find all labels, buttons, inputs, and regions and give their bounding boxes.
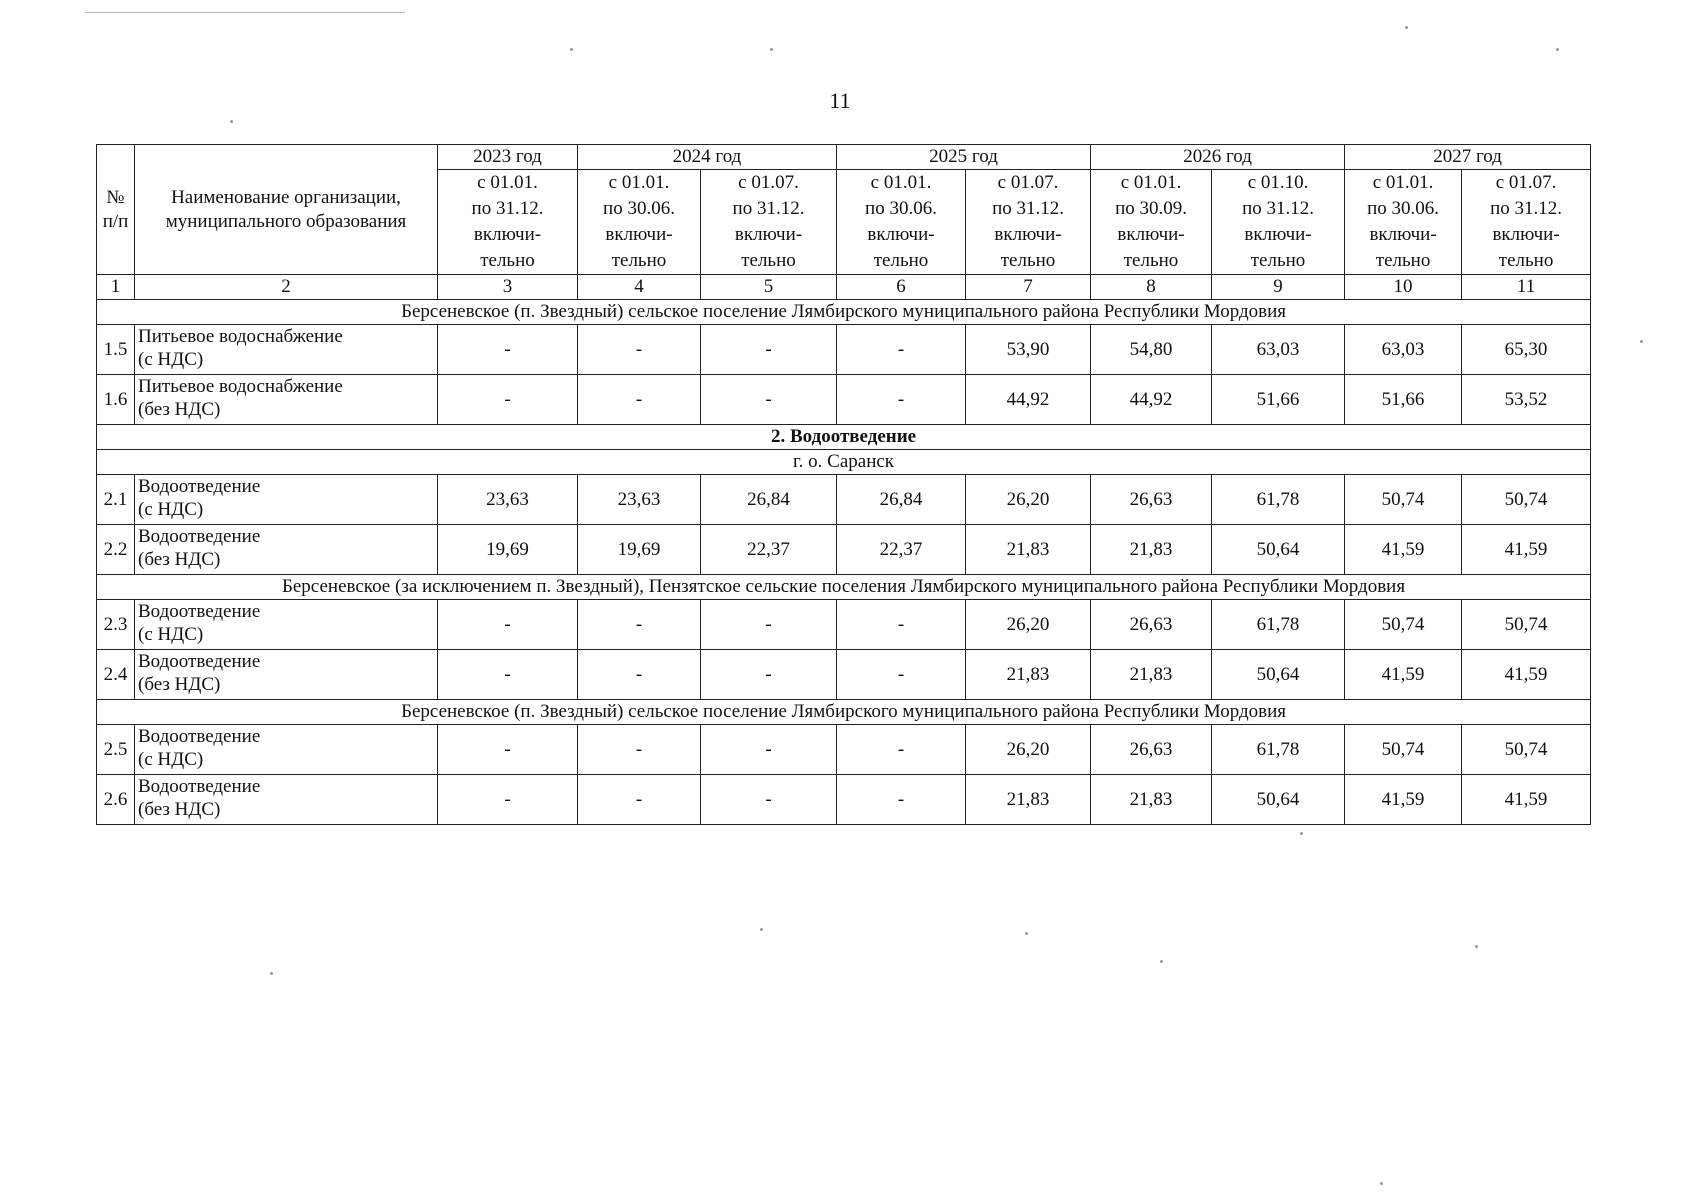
tariff-value: 23,63 xyxy=(438,475,578,525)
tariff-value: - xyxy=(701,325,837,375)
section-row xyxy=(97,300,1591,325)
column-number: 10 xyxy=(1345,275,1462,300)
tariff-value: - xyxy=(578,775,701,825)
column-number: 5 xyxy=(701,275,837,300)
tariff-value: - xyxy=(837,650,966,700)
table-header xyxy=(97,145,1591,300)
tariff-value: 41,59 xyxy=(1462,525,1591,575)
service-name: Водоотведение (с НДС) xyxy=(135,600,438,650)
tariff-value: - xyxy=(438,325,578,375)
tariff-value: - xyxy=(438,775,578,825)
tariff-value: 53,90 xyxy=(966,325,1091,375)
tariff-value: 21,83 xyxy=(966,775,1091,825)
tariff-value: 22,37 xyxy=(701,525,837,575)
year-header: 2025 год xyxy=(837,145,1091,170)
tariff-value: 21,83 xyxy=(966,525,1091,575)
tariff-value: 50,74 xyxy=(1462,600,1591,650)
table-row xyxy=(97,775,1591,825)
scan-speck xyxy=(760,928,763,931)
service-name: Водоотведение (без НДС) xyxy=(135,650,438,700)
period-header: с 01.01. по 31.12. включи- тельно xyxy=(438,170,578,275)
tariff-value: 50,64 xyxy=(1212,650,1345,700)
table-row xyxy=(97,725,1591,775)
tariff-value: 21,83 xyxy=(1091,525,1212,575)
column-number: 7 xyxy=(966,275,1091,300)
column-number-row xyxy=(97,275,1591,300)
section-title: г. о. Саранск xyxy=(97,450,1591,475)
page-number: 11 xyxy=(829,88,851,113)
tariff-value: 44,92 xyxy=(966,375,1091,425)
tariff-value: 41,59 xyxy=(1345,775,1462,825)
tariff-value: 26,20 xyxy=(966,725,1091,775)
top-rule xyxy=(85,12,405,13)
section-title: Берсеневское (п. Звездный) сельское поселение Лямбирского муниципального района Республики Мордовия xyxy=(97,700,1591,725)
tariff-value: - xyxy=(837,725,966,775)
year-header: 2023 год xyxy=(438,145,578,170)
tariff-value: - xyxy=(837,375,966,425)
scan-speck xyxy=(1640,340,1643,343)
tariff-value: - xyxy=(837,325,966,375)
service-name: Водоотведение (без НДС) xyxy=(135,775,438,825)
period-header: с 01.07. по 31.12. включи- тельно xyxy=(701,170,837,275)
tariff-value: 61,78 xyxy=(1212,725,1345,775)
table-row xyxy=(97,525,1591,575)
tariff-value: 26,84 xyxy=(701,475,837,525)
tariff-value: 63,03 xyxy=(1212,325,1345,375)
column-number: 4 xyxy=(578,275,701,300)
scan-speck xyxy=(1405,26,1408,29)
tariff-value: - xyxy=(578,600,701,650)
section-row xyxy=(97,575,1591,600)
tariff-value: 22,37 xyxy=(837,525,966,575)
tariff-value: 23,63 xyxy=(578,475,701,525)
tariff-value: 50,74 xyxy=(1462,475,1591,525)
service-name: Питьевое водоснабжение (с НДС) xyxy=(135,325,438,375)
service-name: Водоотведение (без НДС) xyxy=(135,525,438,575)
year-header: 2027 год xyxy=(1345,145,1591,170)
row-number: 1.6 xyxy=(97,375,135,425)
scan-speck xyxy=(570,48,573,51)
tariff-value: - xyxy=(438,650,578,700)
tariff-value: - xyxy=(701,600,837,650)
tariff-value: 19,69 xyxy=(578,525,701,575)
row-number: 2.4 xyxy=(97,650,135,700)
column-number: 11 xyxy=(1462,275,1591,300)
scan-speck xyxy=(1380,1182,1383,1185)
column-number: 8 xyxy=(1091,275,1212,300)
column-number: 9 xyxy=(1212,275,1345,300)
tariff-value: 50,64 xyxy=(1212,525,1345,575)
tariff-value: - xyxy=(701,725,837,775)
tariff-value: 44,92 xyxy=(1091,375,1212,425)
period-header: с 01.01. по 30.06. включи- тельно xyxy=(578,170,701,275)
period-header: с 01.01. по 30.06. включи- тельно xyxy=(837,170,966,275)
period-header: с 01.07. по 31.12. включи- тельно xyxy=(966,170,1091,275)
scan-speck xyxy=(1300,832,1303,835)
tariff-value: 41,59 xyxy=(1462,650,1591,700)
scan-speck xyxy=(270,972,273,975)
tariff-value: - xyxy=(578,725,701,775)
tariff-value: - xyxy=(578,375,701,425)
row-number: 2.3 xyxy=(97,600,135,650)
row-number: 2.2 xyxy=(97,525,135,575)
year-header: 2024 год xyxy=(578,145,837,170)
section-title: 2. Водоотведение xyxy=(97,425,1591,450)
column-number: 3 xyxy=(438,275,578,300)
section-row xyxy=(97,700,1591,725)
period-header: с 01.07. по 31.12. включи- тельно xyxy=(1462,170,1591,275)
section-row xyxy=(97,425,1591,450)
tariff-value: - xyxy=(701,775,837,825)
tariff-value: 50,74 xyxy=(1345,725,1462,775)
tariff-value: 51,66 xyxy=(1345,375,1462,425)
tariff-value: 41,59 xyxy=(1462,775,1591,825)
row-number: 2.1 xyxy=(97,475,135,525)
tariff-value: 50,64 xyxy=(1212,775,1345,825)
tariff-value: 21,83 xyxy=(1091,775,1212,825)
tariff-value: 26,63 xyxy=(1091,725,1212,775)
row-number: 2.5 xyxy=(97,725,135,775)
tariff-value: - xyxy=(701,650,837,700)
period-header: с 01.01. по 30.06. включи- тельно xyxy=(1345,170,1462,275)
tariff-value: - xyxy=(837,775,966,825)
column-number: 6 xyxy=(837,275,966,300)
section-title: Берсеневское (за исключением п. Звездный), Пензятское сельские поселения Лямбирского муниципального района Республики Мордовия xyxy=(97,575,1591,600)
tariff-value: 26,20 xyxy=(966,475,1091,525)
service-name: Питьевое водоснабжение (без НДС) xyxy=(135,375,438,425)
tariff-value: 53,52 xyxy=(1462,375,1591,425)
scan-speck xyxy=(1475,945,1478,948)
scan-speck xyxy=(1160,960,1163,963)
tariff-value: 65,30 xyxy=(1462,325,1591,375)
tariff-value: - xyxy=(438,725,578,775)
row-number: 2.6 xyxy=(97,775,135,825)
tariff-value: 61,78 xyxy=(1212,600,1345,650)
tariff-value: - xyxy=(701,375,837,425)
scan-speck xyxy=(1025,932,1028,935)
table-row xyxy=(97,650,1591,700)
tariff-value: 41,59 xyxy=(1345,650,1462,700)
header-number: № п/п xyxy=(97,145,135,275)
tariff-value: 21,83 xyxy=(1091,650,1212,700)
tariff-value: 26,63 xyxy=(1091,600,1212,650)
tariff-value: - xyxy=(837,600,966,650)
tariff-value: 63,03 xyxy=(1345,325,1462,375)
tariff-value: 19,69 xyxy=(438,525,578,575)
table-row xyxy=(97,600,1591,650)
row-number: 1.5 xyxy=(97,325,135,375)
tariff-value: 26,63 xyxy=(1091,475,1212,525)
tariff-value: 50,74 xyxy=(1462,725,1591,775)
tariff-value: - xyxy=(438,600,578,650)
tariff-value: 21,83 xyxy=(966,650,1091,700)
tariff-value: - xyxy=(578,650,701,700)
table-row xyxy=(97,475,1591,525)
section-row xyxy=(97,450,1591,475)
tariff-table xyxy=(96,144,1591,825)
service-name: Водоотведение (с НДС) xyxy=(135,725,438,775)
tariff-value: 51,66 xyxy=(1212,375,1345,425)
tariff-value: - xyxy=(438,375,578,425)
tariff-value: 26,20 xyxy=(966,600,1091,650)
tariff-value: 54,80 xyxy=(1091,325,1212,375)
tariff-value: 50,74 xyxy=(1345,475,1462,525)
table-body xyxy=(97,300,1591,825)
tariff-value: 50,74 xyxy=(1345,600,1462,650)
period-header: с 01.01. по 30.09. включи- тельно xyxy=(1091,170,1212,275)
column-number: 2 xyxy=(135,275,438,300)
tariff-value: - xyxy=(578,325,701,375)
section-title: Берсеневское (п. Звездный) сельское поселение Лямбирского муниципального района Республики Мордовия xyxy=(97,300,1591,325)
table-row xyxy=(97,325,1591,375)
column-number: 1 xyxy=(97,275,135,300)
scan-speck xyxy=(1556,48,1559,51)
period-header: с 01.10. по 31.12. включи- тельно xyxy=(1212,170,1345,275)
scan-speck xyxy=(770,48,773,51)
scan-speck xyxy=(230,120,233,123)
service-name: Водоотведение (с НДС) xyxy=(135,475,438,525)
tariff-value: 41,59 xyxy=(1345,525,1462,575)
header-organization-name: Наименование организации, муниципального образования xyxy=(135,145,438,275)
year-header: 2026 год xyxy=(1091,145,1345,170)
table-row xyxy=(97,375,1591,425)
tariff-value: 26,84 xyxy=(837,475,966,525)
year-header-row xyxy=(97,145,1591,170)
tariff-value: 61,78 xyxy=(1212,475,1345,525)
